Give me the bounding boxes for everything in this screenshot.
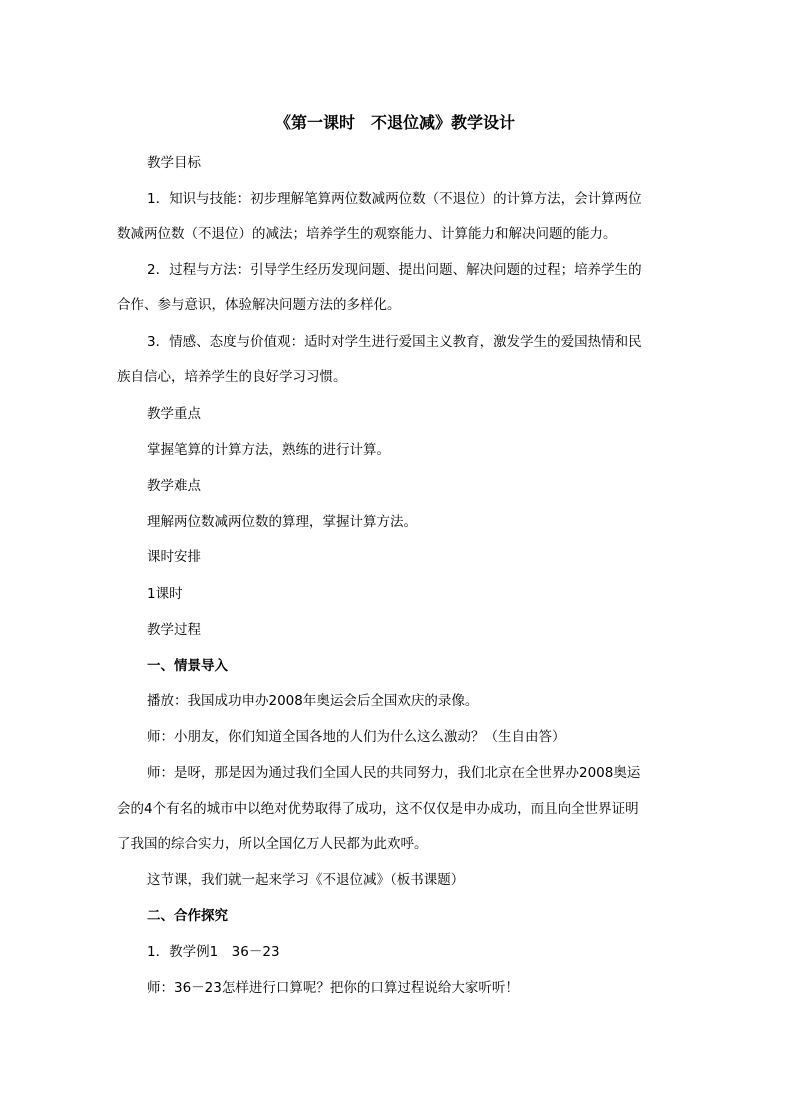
process-heading: 教学过程: [147, 622, 201, 638]
section-1-heading: 一、情景导入: [147, 658, 228, 674]
example-1: 1．教学例1 36－23: [147, 944, 280, 960]
paragraph-teacher-2-line-3: 了我国的综合实力，所以全国亿万人民都为此欢呼。: [117, 836, 428, 852]
goal-3-line-2: 族自信心，培养学生的良好学习习惯。: [117, 369, 347, 385]
goals-heading: 教学目标: [147, 155, 201, 171]
section-2-heading: 二、合作探究: [147, 908, 228, 924]
key-points-text: 掌握笔算的计算方法，熟练的进行计算。: [147, 442, 390, 458]
goal-1-line-2: 数减两位数（不退位）的减法；培养学生的观察能力、计算能力和解决问题的能力。: [117, 226, 617, 242]
paragraph-teacher-2-line-1: 师：是呀，那是因为通过我们全国人民的共同努力，我们北京在全世界办2008奥运: [147, 765, 641, 781]
goal-2-line-2: 合作、参与意识，体验解决问题方法的多样化。: [117, 297, 401, 313]
difficulty-text: 理解两位数减两位数的算理，掌握计算方法。: [147, 514, 417, 530]
goal-2-line-1: 2．过程与方法：引导学生经历发现问题、提出问题、解决问题的过程；培养学生的: [147, 262, 642, 278]
paragraph-teacher-3: 师：36－23怎样进行口算呢？把你的口算过程说给大家听听！: [147, 980, 519, 996]
document-title: 《第一课时 不退位减》教学设计: [274, 113, 515, 132]
paragraph-teacher-1: 师：小朋友，你们知道全国各地的人们为什么这么激动？（生自由答）: [147, 729, 566, 745]
goal-3-line-1: 3．情感、态度与价值观：适时对学生进行爱国主义教育，激发学生的爱国热情和民: [147, 334, 642, 350]
key-points-heading: 教学重点: [147, 406, 201, 422]
difficulty-heading: 教学难点: [147, 478, 201, 494]
paragraph-teacher-2-line-2: 会的4个有名的城市中以绝对优势取得了成功，这不仅仅是申办成功，而且向全世界证明: [117, 801, 639, 817]
paragraph-play: 播放：我国成功申办2008年奥运会后全国欢庆的录像。: [147, 693, 479, 709]
schedule-text: 1课时: [147, 586, 183, 602]
schedule-heading: 课时安排: [147, 549, 201, 565]
paragraph-lesson: 这节课，我们就一起来学习《不退位减》（板书课题）: [147, 872, 465, 888]
goal-1-line-1: 1．知识与技能：初步理解笔算两位数减两位数（不退位）的计算方法，会计算两位: [147, 191, 642, 207]
